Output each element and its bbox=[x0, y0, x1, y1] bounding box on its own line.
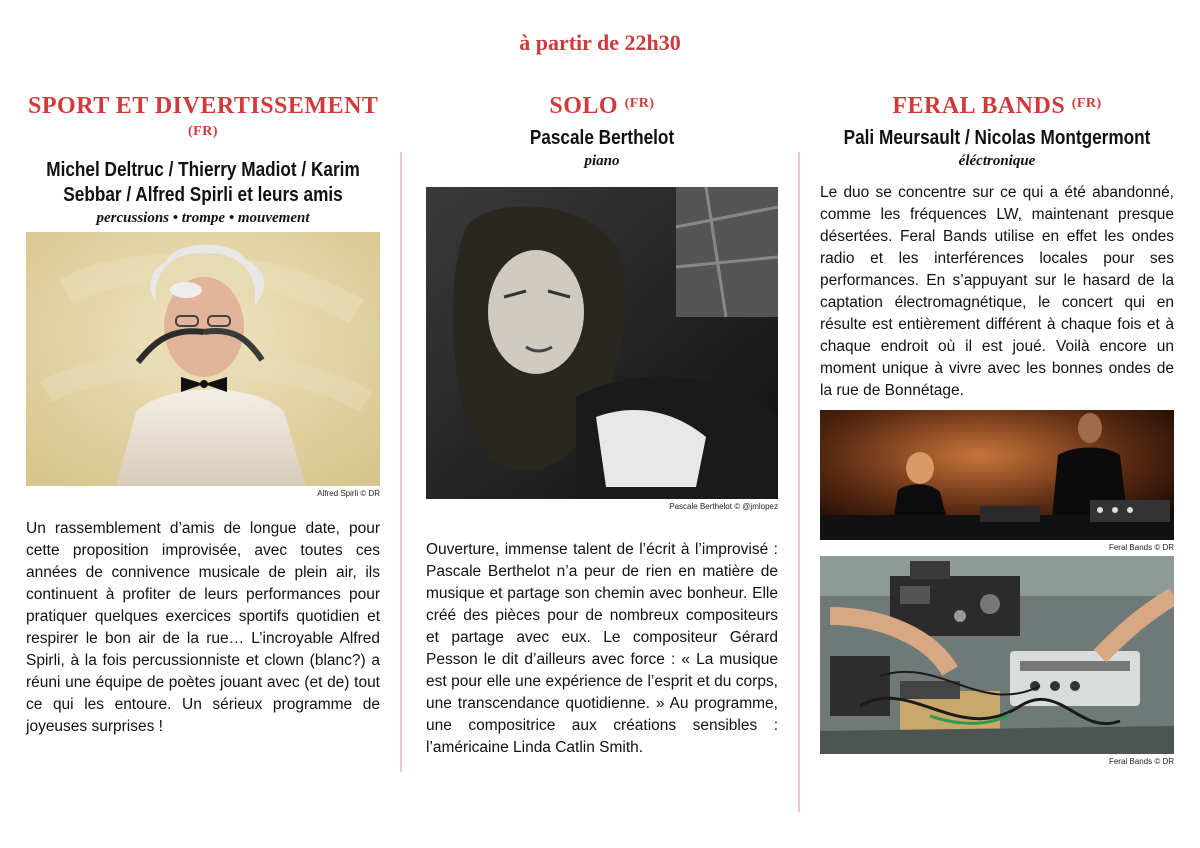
photo-credit: Feral Bands © DR bbox=[1108, 543, 1174, 552]
portrait-pianist-image bbox=[426, 187, 778, 499]
photo-credit: Alfred Spirli © DR bbox=[317, 489, 380, 498]
column-solo bbox=[426, 92, 778, 759]
description: Un rassemblement d’amis de longue date, pour cette proposition improvisée, avec toutes ces années de connivence musicale de plein air, ils continuent à profiter de leurs performances pour pratiquer quelques exercices sportifs quotidien et respirer le bon air de la rue… L’incroyable Alfred Spirli, à la fois percussionniste et clown (blanc?) a réuni une équipe de poètes jouant avec (et de) tout ce qui les entoure. Un sérieux programme de joyeuses surprises ! bbox=[26, 520, 380, 735]
origin-tag: (FR) bbox=[1071, 96, 1102, 111]
equipment-photo-image bbox=[820, 556, 1174, 754]
artists: Pascale Berthelot bbox=[529, 127, 675, 149]
column-title bbox=[426, 92, 778, 120]
artists: Pali Meursault / Nicolas Montgermont bbox=[843, 127, 1151, 149]
concert-photo-image bbox=[820, 410, 1174, 540]
instrument: éléctronique bbox=[958, 153, 1036, 169]
photo-pascale-berthelot bbox=[426, 187, 778, 499]
photo-feral-bands-live bbox=[820, 410, 1174, 540]
photo-alfred-spirli bbox=[26, 232, 380, 486]
artists: Michel Deltruc / Thierry Madiot / Karim Sebbar / Alfred Spirli et leurs amis bbox=[46, 159, 360, 206]
portrait-clown-image bbox=[26, 232, 380, 486]
time-heading: à partir de 22h30 bbox=[519, 30, 681, 55]
title-text: SOLO bbox=[549, 93, 619, 119]
origin-tag: (FR) bbox=[188, 124, 218, 139]
description: Ouverture, immense talent de l’écrit à l’improvisé : Pascale Berthelot n’a peur de rien en matière de musique et partage son chemin avec bonheur. Elle créé des pièces pour de nombreux compositeurs et partage avec eux. Le compositeur Gérard Pesson le dit d’ailleurs avec force : « La musique est pour elle une expérience de l’esprit et du corps, une transcendance quotidienne. » Au programme, une compositrice aux créations sensibles : l’américaine Linda Catlin Smith. bbox=[426, 541, 778, 756]
column-feral-bands bbox=[820, 92, 1174, 766]
origin-tag: (FR) bbox=[624, 96, 655, 111]
column-divider bbox=[400, 152, 402, 772]
instrument: percussions • trompe • mouvement bbox=[96, 210, 310, 226]
title-text: FERAL BANDS bbox=[892, 93, 1066, 119]
photo-credit: Pascale Berthelot © @jmlopez bbox=[669, 502, 778, 511]
instrument: piano bbox=[584, 153, 620, 169]
column-title bbox=[26, 92, 380, 150]
description: Le duo se concentre sur ce qui a été abandonné, comme les fréquences LW, maintenant presque désertées. Feral Bands utilise en effet les ondes radio et les interférences locales pour ses performances. En s’appuyant sur le hasard de la captation électromagnétique, le concert qui en résulte est entièrement différent à chaque fois et à chaque endroit où il est joué. Voilà encore un moment unique à vivre avec les bonnes ondes de la rue de Bonnétage. bbox=[820, 184, 1174, 399]
photo-credit: Feral Bands © DR bbox=[1108, 757, 1174, 766]
title-text: SPORT ET DIVERTISSEMENT bbox=[28, 93, 378, 119]
column-sport-et-divertissement bbox=[26, 92, 380, 738]
column-title bbox=[820, 92, 1174, 120]
photo-feral-bands-equipment bbox=[820, 556, 1174, 754]
column-divider bbox=[798, 152, 800, 812]
